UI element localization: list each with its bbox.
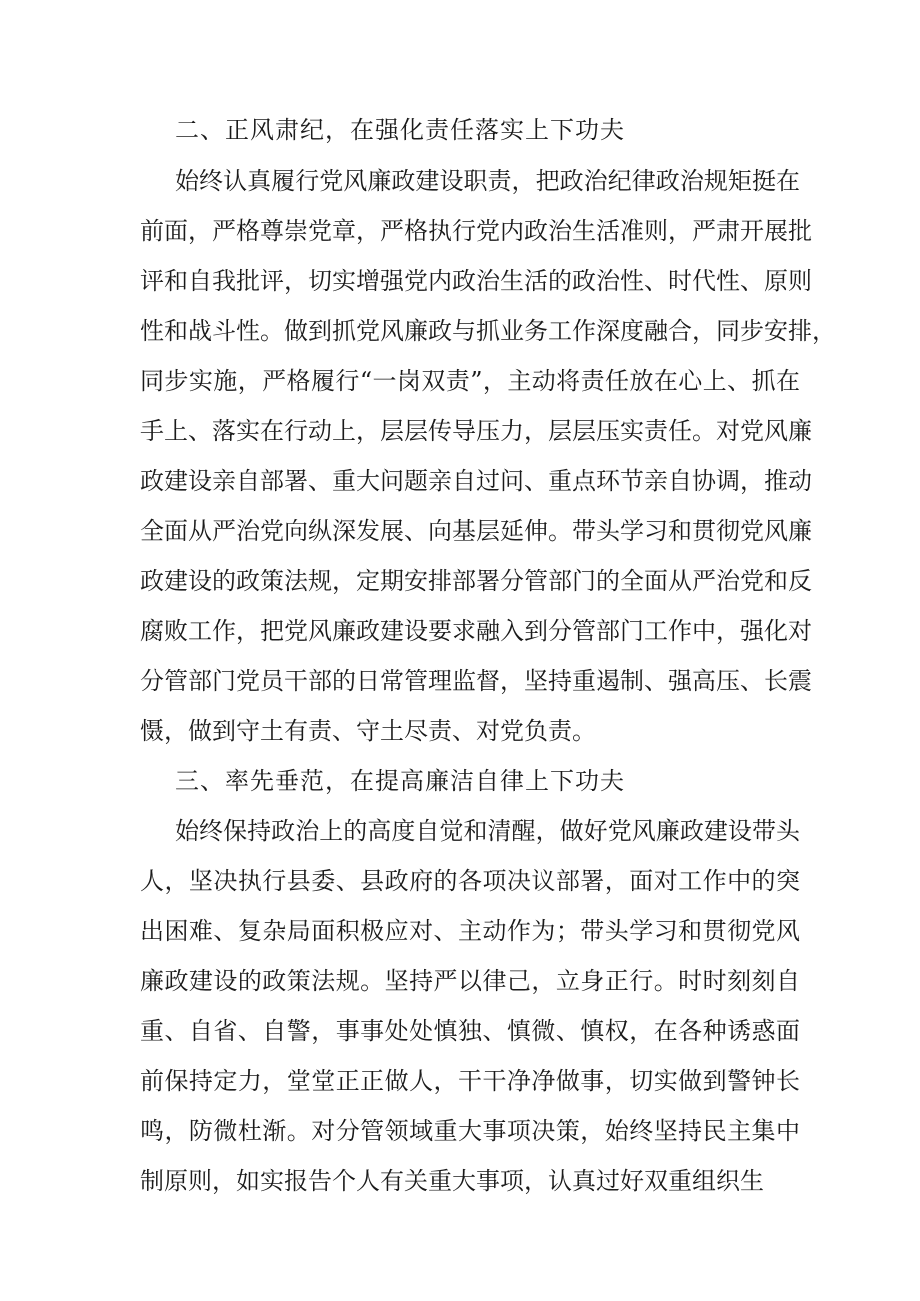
section-2-line: 性和战斗性。做到抓党风廉政与抓业务工作深度融合，同步安排， [140, 317, 836, 345]
section-2-line: 手上、落实在行动上，层层传导压力，层层压实责任。对党风廉 [140, 417, 812, 445]
section-2-line: 始终认真履行党风廉政建设职责，把政治纪律政治规矩挺在 [175, 167, 800, 195]
section-3-line: 重、自省、自警，事事处处慎独、慎微、慎权，在各种诱惑面 [140, 1017, 800, 1045]
section-3-line: 制原则，如实报告个人有关重大事项，认真过好双重组织生 [140, 1167, 764, 1195]
section-3-line: 鸣，防微杜渐。对分管领域重大事项决策，始终坚持民主集中 [140, 1117, 800, 1145]
section-3-line: 人，坚决执行县委、县政府的各项决议部署，面对工作中的突 [140, 867, 800, 895]
section-3-heading: 三、率先垂范，在提高廉洁自律上下功夫 [175, 767, 625, 795]
section-2-line: 慑，做到守土有责、守土尽责、对党负责。 [140, 717, 596, 745]
section-2-line: 腐败工作，把党风廉政建设要求融入到分管部门工作中，强化对 [140, 617, 812, 645]
section-3-line: 始终保持政治上的高度自觉和清醒，做好党风廉政建设带头 [175, 817, 800, 845]
section-3-line: 廉政建设的政策法规。坚持严以律己，立身正行。时时刻刻自 [140, 967, 800, 995]
section-2-heading: 二、正风肃纪，在强化责任落实上下功夫 [175, 116, 625, 144]
section-2-line: 前面，严格尊崇党章，严格执行党内政治生活准则，严肃开展批 [140, 217, 812, 245]
section-2-line: 政建设的政策法规，定期安排部署分管部门的全面从严治党和反 [140, 567, 812, 595]
section-2-line: 同步实施，严格履行“一岗双责”，主动将责任放在心上、抓在 [140, 367, 800, 395]
section-2-line: 评和自我批评，切实增强党内政治生活的政治性、时代性、原则 [140, 267, 812, 295]
section-2-line: 全面从严治党向纵深发展、向基层延伸。带头学习和贯彻党风廉 [140, 517, 812, 545]
section-3-line: 前保持定力，堂堂正正做人，干干净净做事，切实做到警钟长 [140, 1067, 800, 1095]
section-3-line: 出困难、复杂局面积极应对、主动作为；带头学习和贯彻党风 [140, 917, 800, 945]
section-2-line: 分管部门党员干部的日常管理监督，坚持重遏制、强高压、长震 [140, 667, 812, 695]
section-2-line: 政建设亲自部署、重大问题亲自过问、重点环节亲自协调，推动 [140, 467, 812, 495]
